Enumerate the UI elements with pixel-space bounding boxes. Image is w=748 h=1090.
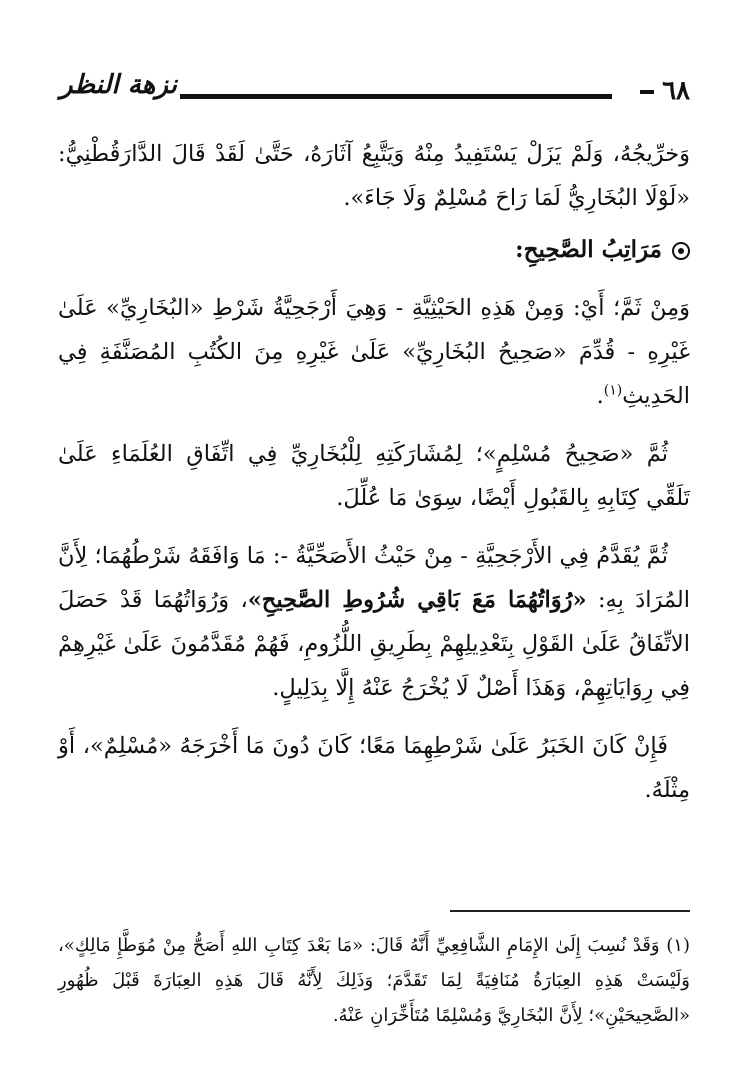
paragraph-3: ثُمَّ «صَحِيحُ مُسْلِمٍ»؛ لِمُشَارَكَتِهِ لِلْبُخَارِيِّ فِي اتِّفَاقِ العُلَمَاءِ عَلَىٰ تَلَقِّي كِتَابِهِ بِالقَبُولِ أَيْضًا، سِوَىٰ مَا عُلِّلَ. [58, 441, 690, 511]
footnote-ref-1[interactable]: (١) [603, 382, 623, 399]
footnote-1: (١) وَقَدْ نُسِبَ إِلَىٰ الإِمَامِ الشَّافِعِيِّ أَنَّهُ قَالَ: «مَا بَعْدَ كِتَابِ اللهِ أَصَحُّ مِنْ مُوَطَّإِ مَالِكٍ»، وَلَيْسَتْ هَذِهِ العِبَارَةُ مُنَافِيَةً لِمَا تَقَدَّمَ؛ وَذَلِكَ لِأَنَّهُ قَالَ هَذِهِ العِبَارَةَ قَبْلَ ظُهُورِ «الصَّحِيحَيْنِ»؛ لِأَنَّ البُخَارِيَّ وَمُسْلِمًا مُتَأَخِّرَانِ عَنْهُ. [58, 935, 690, 1026]
paragraph-5: فَإِنْ كَانَ الخَبَرُ عَلَىٰ شَرْطِهِمَا مَعًا؛ كَانَ دُونَ مَا أَخْرَجَهُ «مُسْلِمٌ»، أَوْ مِثْلَهُ. [58, 733, 690, 803]
page-header [60, 70, 690, 114]
header-rule [180, 94, 612, 99]
main-text [58, 132, 690, 812]
paragraph-4 [58, 534, 690, 710]
footnotes [58, 928, 690, 1033]
flower-bullet-icon [672, 242, 690, 260]
book-title: نزهة النظر [60, 70, 177, 100]
page-number: ٦٨ [640, 76, 690, 106]
paragraph-2 [58, 286, 690, 418]
paragraph-4-text-a: ثُمَّ يُقَدَّمُ فِي الأَرْجَحِيَّةِ - مِنْ حَيْثُ الأَصَحِّيَّةُ -: مَا وَافَقَهُ شَرْطُهُمَا؛ لِأَنَّ المُرَادَ بِهِ: [58, 543, 691, 613]
paragraph-4-bold-quote: «رُوَاتُهُمَا مَعَ بَاقِي شُرُوطِ الصَّحِيحِ» [247, 587, 587, 613]
paragraph-2-text: وَمِنْ ثَمَّ؛ أَيْ: وَمِنْ هَذِهِ الحَيْثِيَّةِ - وَهِيَ أَرْجَحِيَّةُ شَرْطِ «البُخَارِيِّ» عَلَىٰ غَيْرِهِ - قُدِّمَ «صَحِيحُ البُخَارِيِّ» عَلَىٰ غَيْرِهِ مِنَ الكُتُبِ المُصَنَّفَةِ فِي الحَدِيثِ [58, 295, 690, 409]
paragraph-2-end: . [596, 383, 604, 409]
footnote-separator [450, 910, 690, 912]
paragraph-1: وَخرِّيجُهُ، وَلَمْ يَزَلْ يَسْتَفِيدُ مِنْهُ وَيَتَّبِعُ آثَارَهُ، حَتَّىٰ لَقَدْ قَالَ الدَّارَقُطْنِيُّ: «لَوْلَا البُخَارِيُّ لَمَا رَاحَ مُسْلِمٌ وَلَا جَاءَ». [58, 141, 690, 211]
section-heading [58, 228, 690, 272]
section-heading-text: مَرَاتِبُ الصَّحِيحِ: [515, 236, 662, 263]
paragraph-4-text-b: ، وَرُوَاتُهُمَا قَدْ حَصَلَ الاتِّفَاقُ عَلَىٰ القَوْلِ بِتَعْدِيلِهِمْ بِطَرِيقِ اللُّزُومِ، فَهُمْ مُقَدَّمُونَ عَلَىٰ غَيْرِهِمْ فِي رِوَايَاتِهِمْ، وَهَذَا أَصْلٌ لَا يُخْرَجُ عَنْهُ إِلَّا بِدَلِيلٍ. [58, 587, 690, 701]
